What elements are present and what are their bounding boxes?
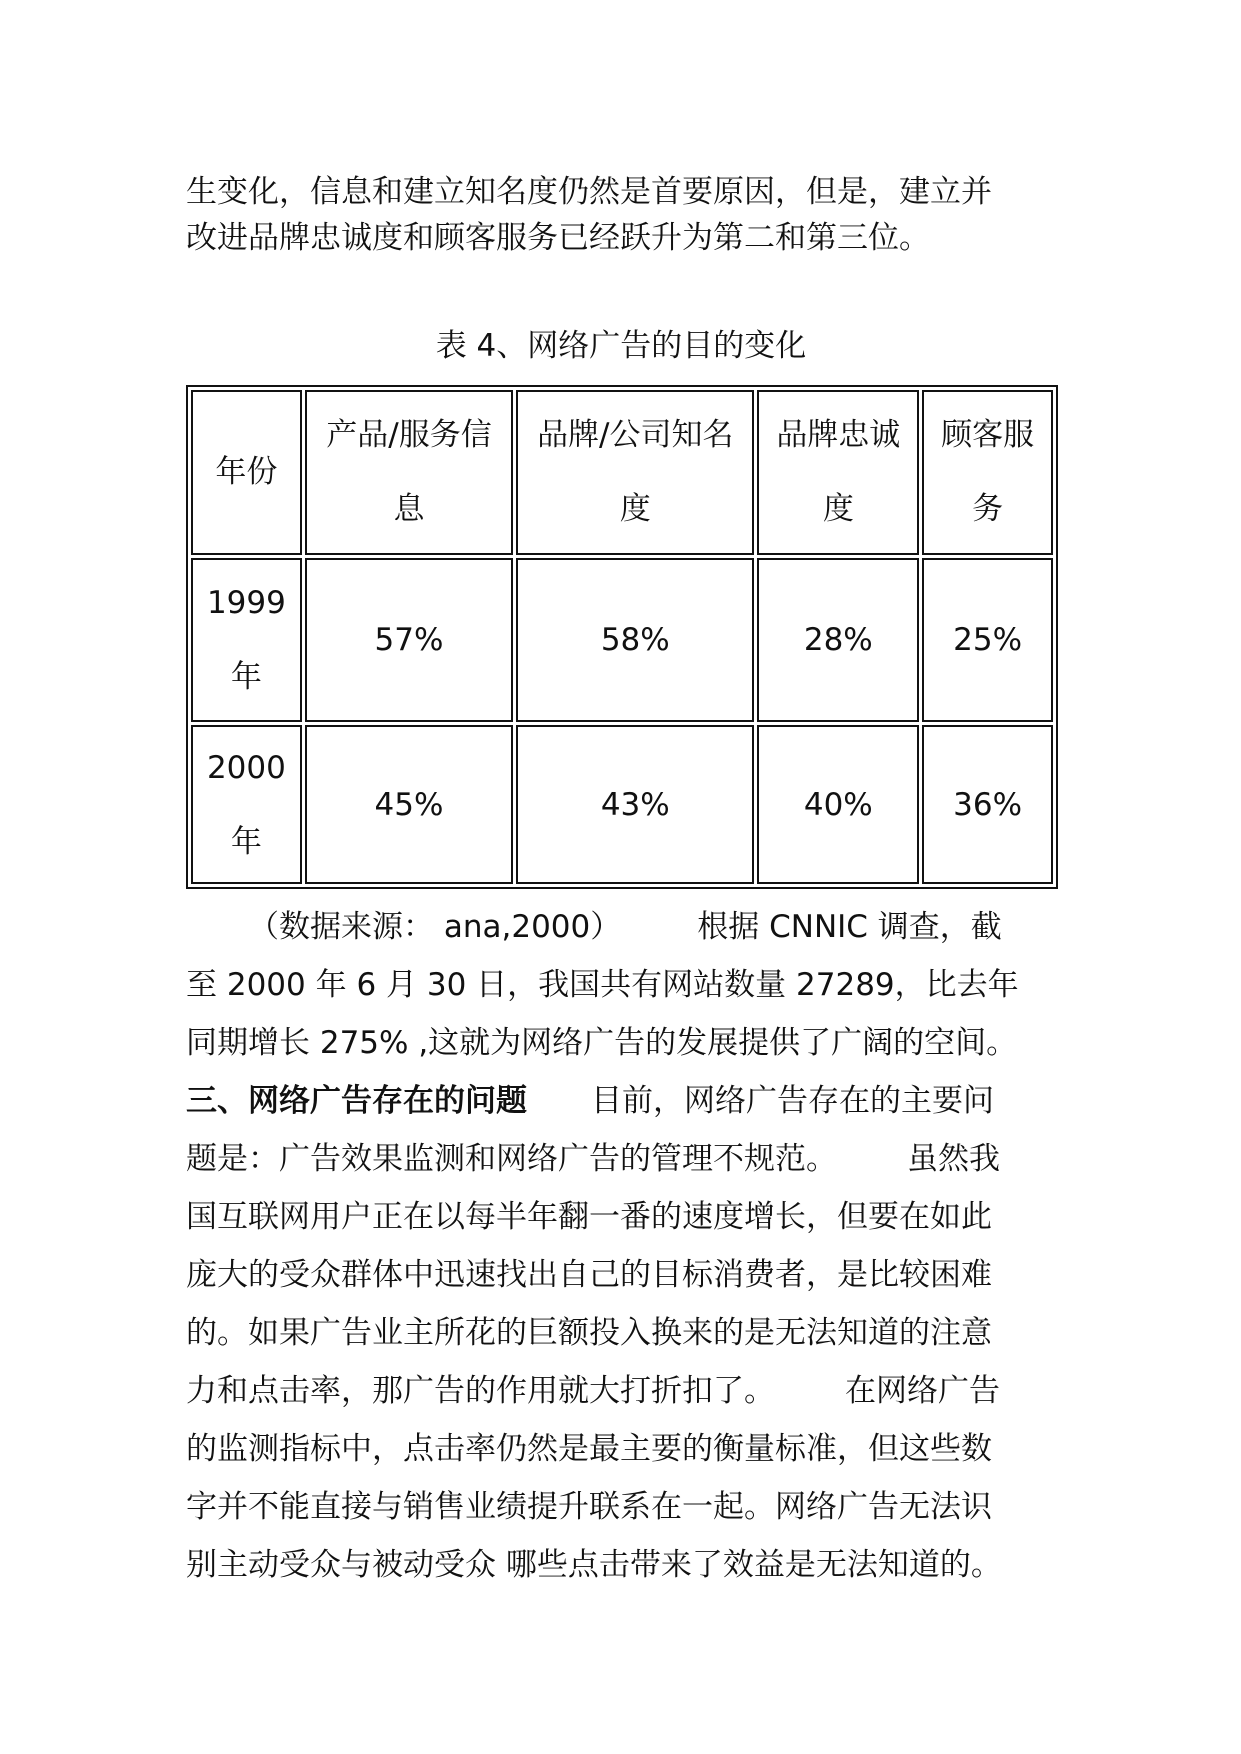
paragraph-line <box>186 1079 1056 1123</box>
paragraph-line: 改进品牌忠诚度和顾客服务已经跃升为第二和第三位。 <box>186 220 930 256</box>
paragraph-line: 别主动受众与被动受众 哪些点击带来了效益是无法知道的。 <box>186 1547 1002 1583</box>
paragraph-text: 在网络广告 <box>845 1373 1000 1409</box>
value-cell: 36% <box>922 725 1053 884</box>
value-cell: 28% <box>757 558 919 723</box>
value-cell: 40% <box>757 725 919 884</box>
paragraph-line: 字并不能直接与销售业绩提升联系在一起。网络广告无法识 <box>186 1489 992 1525</box>
value-cell: 58% <box>516 558 754 723</box>
header-cell-product-info: 产品/服务信 息 <box>305 390 513 555</box>
paragraph-text: 题是：广告效果监测和网络广告的管理不规范。 <box>186 1141 837 1177</box>
value-cell: 25% <box>922 558 1053 723</box>
paragraph-text: 虽然我 <box>907 1141 1000 1177</box>
value-cell: 45% <box>305 725 513 884</box>
header-cell-brand-awareness: 品牌/公司知名 度 <box>516 390 754 555</box>
paragraph-line <box>186 1137 1056 1181</box>
paragraph-line: 至 2000 年 6 月 30 日，我国共有网站数量 27289，比去年 <box>186 967 1019 1003</box>
data-table <box>186 385 1058 889</box>
header-cell-customer-service: 顾客服 务 <box>922 390 1053 555</box>
paragraph-line: 庞大的受众群体中迅速找出自己的目标消费者，是比较困难 <box>186 1257 992 1293</box>
table-row <box>191 558 1053 723</box>
data-source-note: （数据来源： ana,2000） <box>248 909 622 945</box>
year-cell: 2000 年 <box>191 725 302 884</box>
table-header-row <box>191 390 1053 555</box>
paragraph-line <box>186 1369 1056 1413</box>
paragraph-text: 目前，网络广告存在的主要问 <box>591 1083 994 1119</box>
header-cell-year: 年份 <box>191 390 302 555</box>
header-cell-brand-loyalty: 品牌忠诚 度 <box>757 390 919 555</box>
value-cell: 43% <box>516 725 754 884</box>
table-caption: 表 4、网络广告的目的变化 <box>435 328 807 364</box>
paragraph-line: 的监测指标中，点击率仍然是最主要的衡量标准，但这些数 <box>186 1431 992 1467</box>
paragraph-line <box>186 905 1056 949</box>
paragraph-text: 根据 CNNIC 调查，截 <box>697 909 1002 945</box>
value-cell: 57% <box>305 558 513 723</box>
year-cell: 1999 年 <box>191 558 302 723</box>
paragraph-line: 的。如果广告业主所花的巨额投入换来的是无法知道的注意 <box>186 1315 992 1351</box>
data-table-container <box>186 385 1058 889</box>
table-row <box>191 725 1053 884</box>
paragraph-text: 力和点击率，那广告的作用就大打折扣了。 <box>186 1373 775 1409</box>
paragraph-line: 生变化，信息和建立知名度仍然是首要原因，但是，建立并 <box>186 174 992 210</box>
paragraph-line: 国互联网用户正在以每半年翻一番的速度增长，但要在如此 <box>186 1199 992 1235</box>
section-heading: 三、网络广告存在的问题 <box>186 1083 527 1119</box>
paragraph-line: 同期增长 275% ,这就为网络广告的发展提供了广阔的空间。 <box>186 1025 1018 1061</box>
